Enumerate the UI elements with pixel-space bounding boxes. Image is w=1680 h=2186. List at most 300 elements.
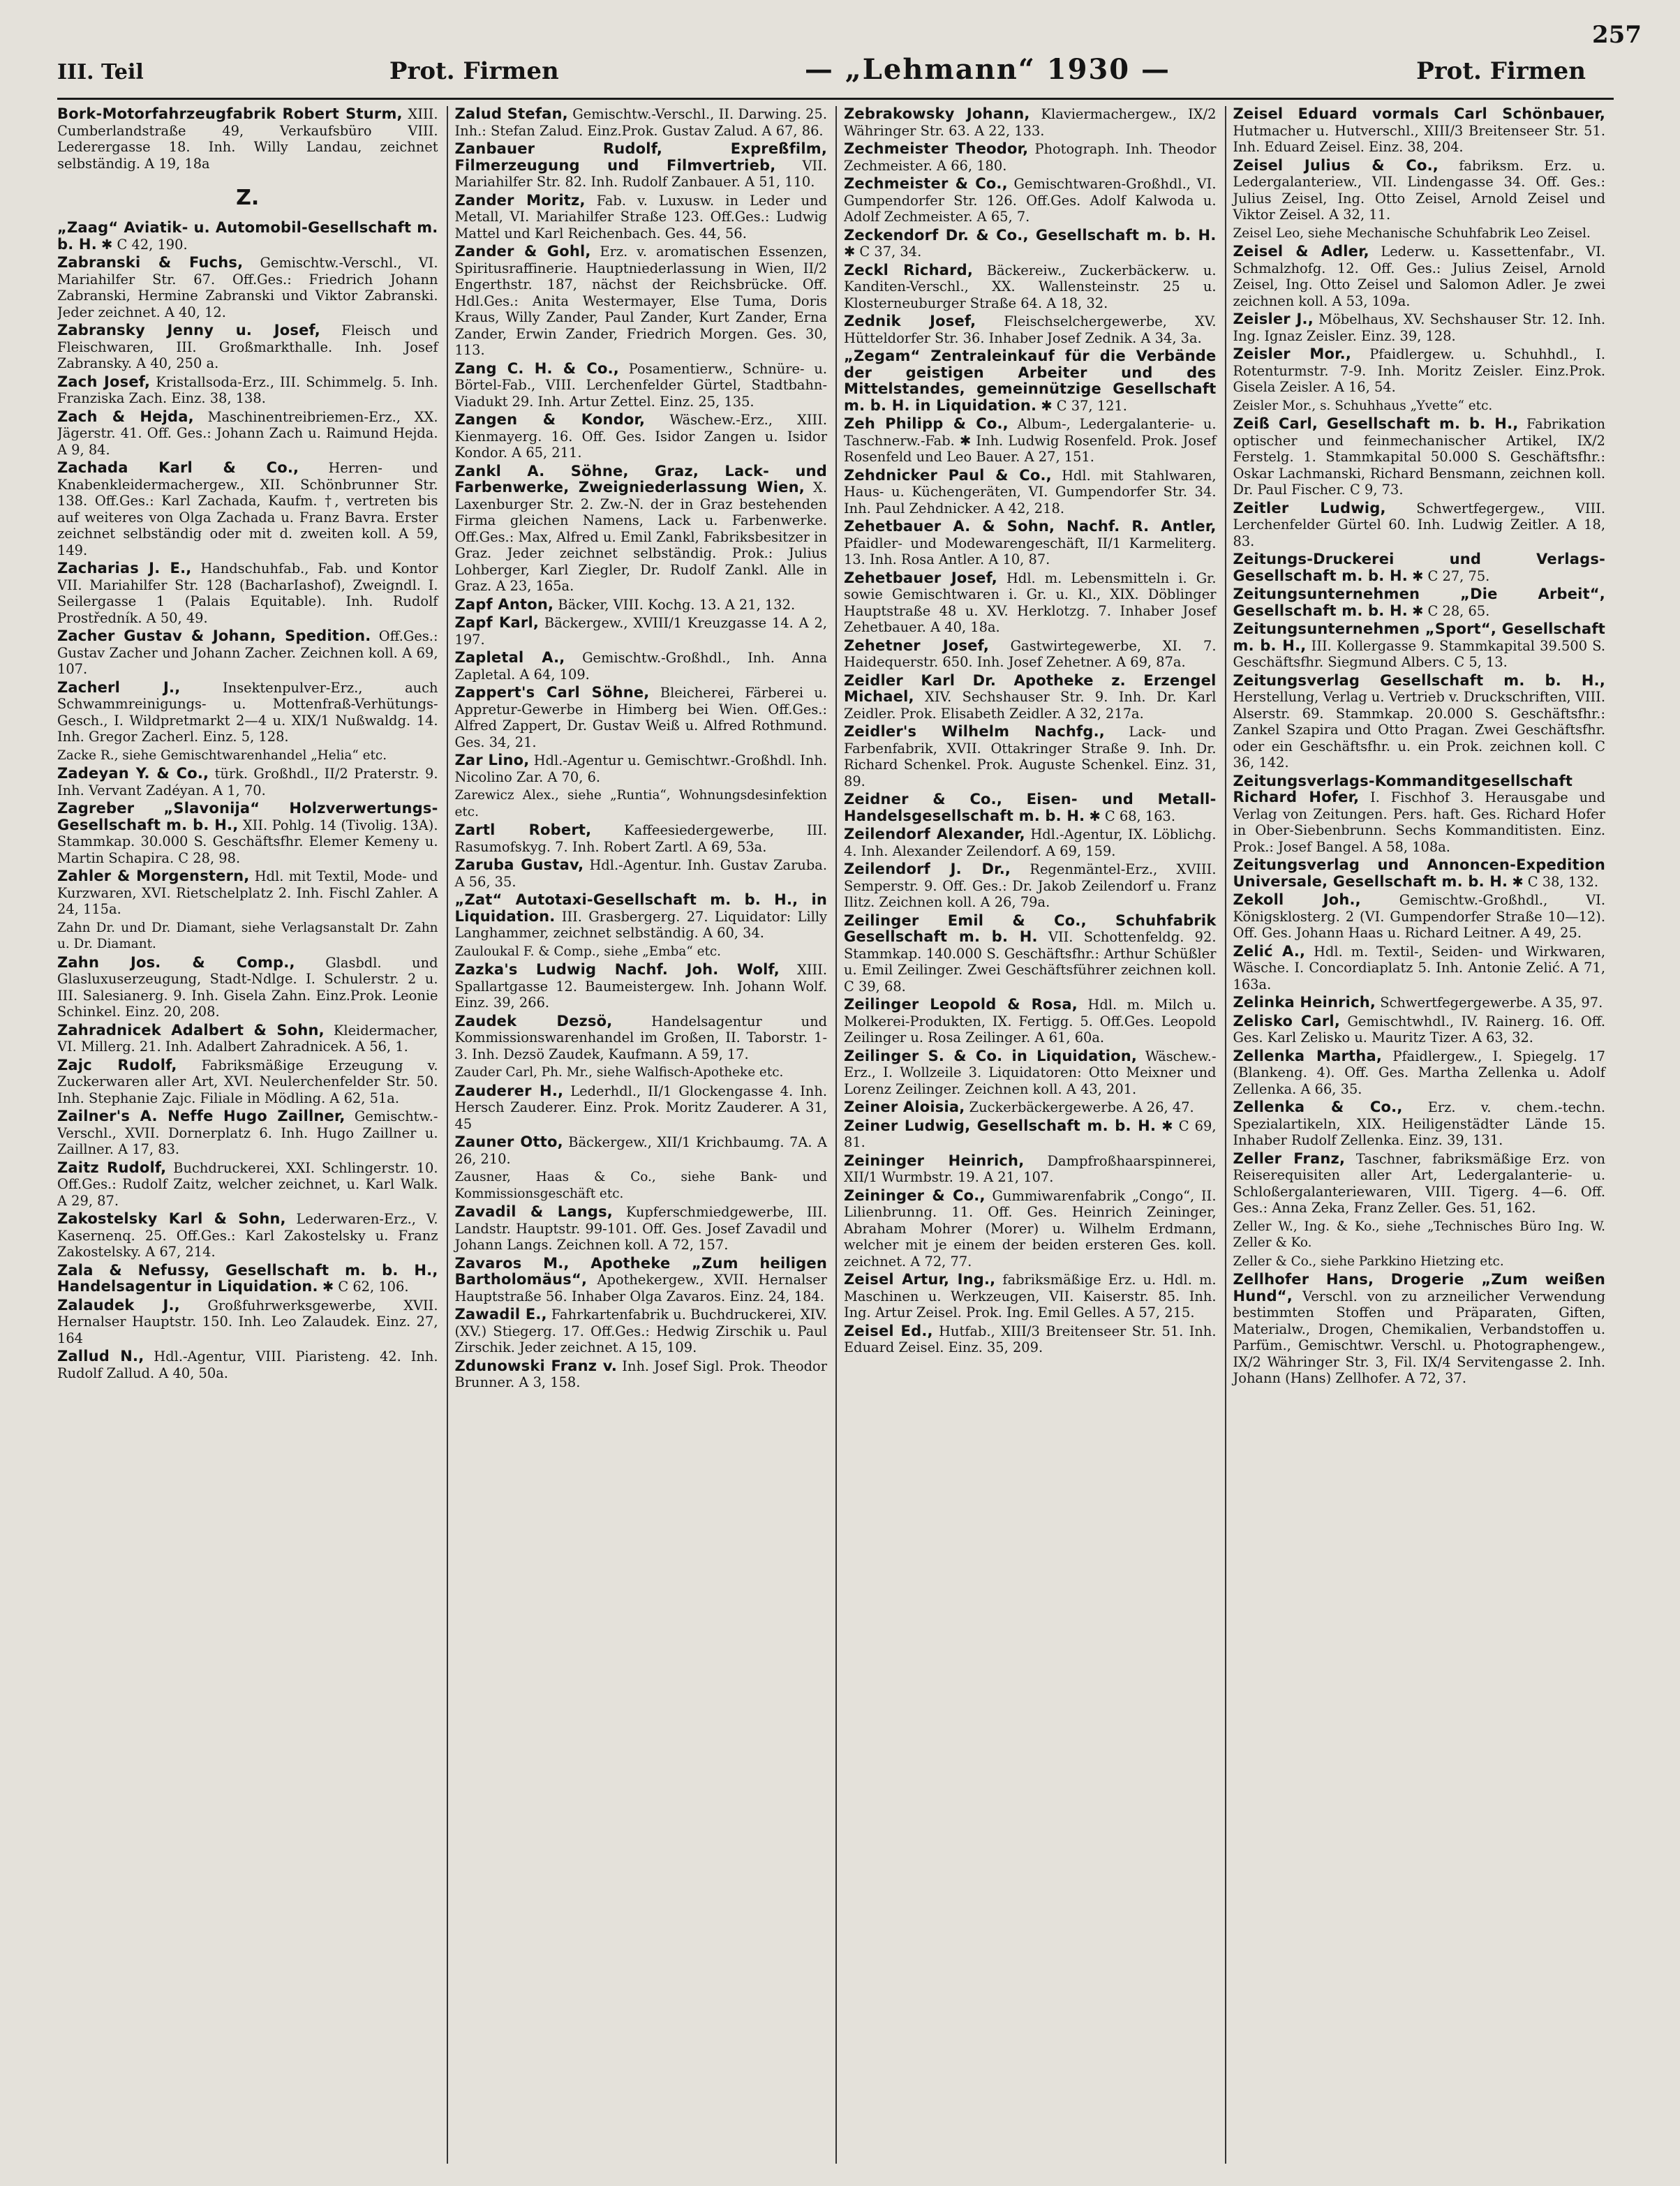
- firm-details: Zarewicz Alex., siehe „Runtia“, Wohnungsdesinfektion etc.: [454, 788, 827, 819]
- firm-entry: [57, 106, 438, 172]
- firm-details: III. Kollergasse 9. Stammkapital 39.500 S. Geschäftsfhr. Siegmund Albers. C 5, 13.: [1233, 637, 1606, 670]
- firm-name: Zeitungsverlag und Annoncen-Expedition Universale, Gesellschaft m. b. H.: [1233, 856, 1605, 890]
- firm-entry: [57, 1211, 438, 1261]
- firm-details: Photograph. Inh. Theodor Zechmeister. A 66, 180.: [844, 141, 1217, 174]
- firm-details: Album-, Ledergalanterie- u. Taschnerw.-Fab. ✱ Inh. Ludwig Rosenfeld. Prok. Josef Rosenfeld und Leo Bauer. A 27, 151.: [844, 416, 1217, 465]
- firm-details: Bäckereiw., Zuckerbäckerw. u. Kanditen-Verschl., XX. Wallensteinstr. 25 u. Klosterneuburger Straße 64. A 18, 32.: [844, 262, 1217, 311]
- firm-details: fabriksm. Erz. u. Ledergalanteriew., VII. Lindengasse 34. Off. Ges.: Julius Zeisel, Ing. Otto Zeisel, Arnold Zeisel und Viktor Zeisel. A 32, 11.: [1233, 157, 1605, 223]
- firm-details: Bäckergew., XII/1 Krichbaumg. 7A. A 26, 210.: [454, 1134, 827, 1167]
- firm-entry: [57, 1108, 438, 1158]
- cross-reference-entry: [455, 944, 828, 960]
- firm-details: Zausner, Haas & Co., siehe Bank- und Kommissionsgeschäft etc.: [454, 1170, 827, 1201]
- firm-name: Zeiß Carl, Gesellschaft m. b. H.,: [1233, 415, 1519, 432]
- firm-entry: [844, 106, 1217, 139]
- firm-name: Zar Lino,: [454, 752, 530, 768]
- firm-details: ✱ C 37, 121.: [1041, 397, 1127, 414]
- firm-details: Gemischtw.-Großhdl., Inh. Anna Zapletal. A 64, 109.: [454, 650, 827, 683]
- firm-entry: [844, 1323, 1217, 1356]
- firm-entry: [455, 1358, 828, 1391]
- firm-entry: [455, 1083, 828, 1133]
- firm-details: Handschuhfab., Fab. und Kontor VII. Mariahilfer Str. 128 (BacharIashof), Zweigndl. I. Seilergasse 1 (Palais Equitable). Inh. Rudolf Prostředník. A 50, 49.: [57, 560, 438, 626]
- firm-name: Zeiner Aloisia,: [844, 1099, 965, 1115]
- firm-entry: [1233, 1151, 1606, 1217]
- right-section-title: Prot. Firmen: [1416, 57, 1586, 85]
- firm-name: Zeilinger S. & Co. in Liquidation,: [844, 1047, 1138, 1064]
- firm-name: Zeilendorf J. Dr.,: [844, 861, 1011, 877]
- firm-details: Herstellung, Verlag u. Vertrieb v. Druckschriften, VIII. Alserstr. 69. Stammkap. 20.000 S. Geschäftsfhr.: Zankel Szapira und Otto Pragan. Zwei Geschäftsfhr. oder ein Geschäftsfhr. u. ein Prok. zeichnen koll. C 36, 142.: [1233, 689, 1605, 771]
- firm-details: Zeller W., Ing. & Ko., siehe „Technisches Büro Ing. W. Zeller & Ko.: [1233, 1219, 1605, 1250]
- firm-details: Erz. v. chem.-techn. Spezialartikeln, XIX. Heiligenstädter Lände 15. Inhaber Rudolf Zellenka. Einz. 39, 131.: [1233, 1099, 1605, 1148]
- cross-reference-entry: [455, 1169, 828, 1202]
- firm-name: Zach Josef,: [57, 373, 151, 390]
- firm-name: Zaitz Rudolf,: [57, 1159, 167, 1176]
- firm-details: XII. Pohlg. 14 (Tivolig. 13A). Stammkap. 30.000 S. Geschäftsfhr. Elemer Kemeny u. Martin Schapira. C 28, 98.: [57, 817, 438, 866]
- cross-reference-entry: [1233, 1219, 1606, 1251]
- firm-name: Zacherl J.,: [57, 678, 181, 696]
- directory-page: [43, 21, 1642, 2164]
- firm-entry: [1233, 1048, 1606, 1098]
- firm-entry: [455, 822, 828, 855]
- firm-entry: [455, 412, 828, 461]
- firm-entry: [844, 1272, 1217, 1321]
- firm-entry: [844, 262, 1217, 312]
- firm-details: ✱ C 68, 163.: [1089, 808, 1176, 824]
- firm-name: Zeidler Karl Dr. Apotheke z. Erzengel Michael,: [844, 671, 1217, 705]
- firm-details: Zauder Carl, Ph. Mr., siehe Walfisch-Apotheke etc.: [454, 1065, 784, 1080]
- firm-name: Zeininger & Co.,: [844, 1187, 986, 1204]
- firm-name: Zeidner & Co., Eisen- und Metall-Handelsgesellschaft m. b. H.: [844, 791, 1217, 824]
- firm-name: Zeisel Ed.,: [844, 1322, 933, 1339]
- firm-entry: [1233, 1099, 1606, 1149]
- firm-entry: [57, 374, 438, 407]
- column-1: [57, 106, 447, 2164]
- firm-name: Zadeyan Y. & Co.,: [57, 765, 209, 782]
- firm-details: Zuckerbäckergewerbe. A 26, 47.: [969, 1099, 1194, 1115]
- firm-details: Gemischtw.-Großhdl., VI. Königsklosterg. 2 (VI. Gumpendorfer Straße 10—12). Off. Ges. Johann Haas u. Richard Leitner. A 49, 25.: [1233, 892, 1605, 941]
- firm-name: Zalaudek J.,: [57, 1296, 180, 1314]
- column-3: [835, 106, 1225, 2164]
- firm-entry: [1233, 1272, 1606, 1387]
- firm-details: Gemischtwaren-Großhdl., VI. Gumpendorfer Str. 126. Off.Ges. Adolf Kalwoda u. Adolf Zechmeister. A 65, 7.: [844, 176, 1217, 225]
- cross-reference-entry: [1233, 225, 1606, 242]
- firm-details: Pfaidlergew. u. Schuhhdl., I. Rotenturmstr. 7-9. Inh. Moritz Zeisler. Einz.Prok. Gisela Zeisler. A 16, 54.: [1233, 346, 1605, 395]
- firm-name: Zeisel Eduard vormals Carl Schönbauer,: [1233, 106, 1605, 122]
- firm-name: Zeilinger Emil & Co., Schuhfabrik Gesellschaft m. b. H.: [844, 912, 1217, 945]
- firm-details: Hutmacher u. Hutverschl., XIII/3 Breitenseer Str. 51. Inh. Eduard Zeisel. Einz. 38, 204.: [1233, 122, 1605, 155]
- firm-name: Zazka's Ludwig Nachf. Joh. Wolf,: [454, 961, 780, 978]
- firm-details: VII. Schottenfeldg. 92. Stammkap. 140.000 S. Geschäftsfhr.: Arthur Schüßler u. Emil Zeilinger. Zwei Geschäftsführer zeichnen koll. C 39, 68.: [844, 929, 1217, 995]
- firm-entry: [455, 892, 828, 942]
- firm-name: Zeitungsverlags-Kommanditgesellschaft Richard Hofer,: [1233, 772, 1573, 805]
- firm-entry: [455, 857, 828, 890]
- firm-name: „Zaag“ Aviatik- u. Automobil-Gesellschaft m. b. H.: [57, 219, 438, 253]
- firm-name: Zagreber „Slavonija“ Holzverwertungs-Gesellschaft m. b. H.,: [57, 800, 438, 833]
- firm-name: „Zegam“ Zentraleinkauf für die Verbände der geistigen Arbeiter und des Mittelstandes, gemeinnützige Gesellschaft m. b. H. in Liquidation.: [844, 348, 1217, 414]
- firm-details: Gummiwarenfabrik „Congo“, II. Lilienbrunng. 11. Off. Ges. Heinrich Zeininger, Abraham Mohrer (Morer) u. Wilhelm Erdmann, welcher mit je einem der beiden ersteren Ges. koll. zeichnet. A 72, 77.: [844, 1187, 1217, 1270]
- firm-entry: [455, 962, 828, 1011]
- firm-details: VII. Mariahilfer Str. 82. Inh. Rudolf Zanbauer. A 51, 110.: [454, 157, 827, 190]
- firm-name: Zehdnicker Paul & Co.,: [844, 466, 1052, 484]
- firm-details: Gemischtw.-Verschl., VI. Mariahilfer Str. 67. Off.Ges.: Friedrich Johann Zabranski, Hermine Zabranski und Viktor Zabranski. Jeder zeichnet. A 40, 12.: [57, 255, 438, 320]
- firm-name: Zankl A. Söhne, Graz, Lack- und Farbenwerke, Zweigniederlassung Wien,: [454, 462, 827, 496]
- firm-details: Regenmäntel-Erz., XVIII. Semperstr. 9. Off. Ges.: Dr. Jakob Zeilendorf u. Franz Ilitz. Zeichnen koll. A 26, 79a.: [844, 861, 1217, 910]
- firm-details: Buchdruckerei, XXI. Schlingerstr. 10. Off.Ges.: Rudolf Zaitz, welcher zeichnet, u. Karl Walk. A 29, 87.: [57, 1159, 438, 1209]
- firm-name: Zabransky Jenny u. Josef,: [57, 322, 320, 339]
- firm-details: Kristallsoda-Erz., III. Schimmelg. 5. Inh. Franziska Zach. Einz. 38, 138.: [57, 373, 438, 406]
- firm-entry: [844, 1153, 1217, 1186]
- firm-name: Zeisel & Adler,: [1233, 243, 1369, 260]
- firm-entry: [844, 791, 1217, 824]
- firm-name: Zahradnicek Adalbert & Sohn,: [57, 1021, 325, 1039]
- firm-entry: [57, 955, 438, 1020]
- firm-details: Lederhdl., II/1 Glockengasse 4. Inh. Hersch Zauderer. Einz. Prok. Moritz Zauderer. A 31, 45: [454, 1083, 828, 1132]
- firm-entry: [455, 244, 828, 359]
- firm-entry: [455, 1204, 828, 1254]
- column-2: [447, 106, 836, 2164]
- firm-details: Fabriksmäßige Erzeugung v. Zuckerwaren aller Art, XVI. Neulerchenfelder Str. 50. Inh. Stephanie Zajc. Filiale in Mödling. A 62, 51a.: [57, 1057, 438, 1106]
- firm-name: Zeininger Heinrich,: [844, 1152, 1025, 1169]
- cross-reference-entry: [57, 920, 438, 953]
- running-head: [57, 53, 1586, 95]
- firm-name: Zeckl Richard,: [844, 261, 974, 278]
- firm-name: Zartl Robert,: [454, 821, 592, 838]
- cross-reference-entry: [1233, 398, 1606, 415]
- firm-entry: [1233, 995, 1606, 1011]
- firm-details: X. Laxenburger Str. 2. Zw.-N. der in Graz bestehenden Firma gleichen Namens, Lack u. Farbenwerke. Off.Ges.: Max, Alfred u. Emil Zankl, Fabriksbesitzer in Graz. Jeder zeichnet selbständig. Prok.: Julius Lohberger, Karl Ziegler, Dr. Rudolf Zankl. Alle in Graz. A 23, 165a.: [454, 479, 828, 594]
- firm-entry: [844, 1188, 1217, 1270]
- firm-name: Zeitungs-Druckerei und Verlags-Gesellschaft m. b. H.: [1233, 551, 1605, 584]
- firm-details: Taschner, fabriksmäßige Erz. von Reiserequisiten aller Art, Ledergalanterie- u. Schloßergalanteriewaren, VIII. Tigerg. 4—6. Off. Ges.: Anna Zeka, Franz Zeller. Ges. 51, 162.: [1233, 1150, 1605, 1216]
- firm-details: Apothekergew., XVII. Hernalser Hauptstraße 56. Inhaber Olga Zavaros. Einz. 24, 184.: [454, 1272, 827, 1304]
- firm-details: Herren- und Knabenkleidermachergew., XII. Schönbrunner Str. 138. Off.Ges.: Karl Zachada, Kaufm. †, vertreten bis auf weiteres von Olga Zachada u. Franz Bavra. Erster zeichnet selbständig oder mit d. zweiten koll. A 59, 149.: [57, 460, 438, 558]
- firm-entry: [57, 766, 438, 798]
- firm-details: Glasbdl. und Glasluxuserzeugung, Stadt-Ndlge. I. Schulerstr. 2 u. III. Salesianerg. 9. Inh. Gisela Zahn. Einz.Prok. Leonie Schinkel. Einz. 20, 208.: [57, 954, 438, 1020]
- firm-entry: [455, 1256, 828, 1305]
- firm-name: Zeh Philipp & Co.,: [844, 415, 1009, 432]
- firm-details: ✱ C 37, 34.: [844, 244, 922, 260]
- firm-entry: [1233, 857, 1606, 890]
- firm-name: Zabranski & Fuchs,: [57, 254, 244, 271]
- firm-entry: [57, 628, 438, 678]
- firm-entry: [455, 1013, 828, 1063]
- firm-entry: [57, 1263, 438, 1295]
- firm-name: Zednik Josef,: [844, 313, 976, 329]
- firm-name: Zeller Franz,: [1233, 1150, 1346, 1167]
- firm-entry: [844, 638, 1217, 671]
- firm-name: Zacher Gustav & Johann, Spedition.: [57, 627, 371, 644]
- firm-details: Kaffeesiedergewerbe, III. Rasumofskyg. 7. Inh. Robert Zartl. A 69, 53a.: [454, 822, 827, 855]
- firm-name: Zeitungsunternehmen „Sport“, Gesellschaft m. b. H.,: [1233, 620, 1605, 654]
- firm-entry: [844, 1118, 1217, 1151]
- firm-entry: [455, 193, 828, 242]
- firm-entry: [57, 1298, 438, 1347]
- firm-name: Zallud N.,: [57, 1348, 144, 1365]
- firm-entry: [455, 1134, 828, 1167]
- firm-details: Gastwirtegewerbe, XI. 7. Haidequerstr. 650. Inh. Josef Zehetner. A 69, 87a.: [844, 637, 1217, 670]
- firm-name: Zavaros M., Apotheke „Zum heiligen Bartholomäus“,: [454, 1254, 827, 1288]
- firm-name: Zalud Stefan,: [454, 106, 568, 122]
- firm-name: Zeitler Ludwig,: [1233, 499, 1386, 516]
- firm-name: Zeisel Artur, Ing.,: [844, 1271, 996, 1288]
- firm-details: ✱ C 28, 65.: [1412, 602, 1490, 619]
- firm-name: Zappert's Carl Söhne,: [454, 684, 650, 701]
- firm-details: Hdl. m. Lebensmitteln i. Gr. sowie Gemischtwaren i. Gr. u. Kl., XIX. Döblinger Hauptstraße 48 u. XV. Herklotzg. 7. Inhaber Josef Zehetbauer. A 40, 18a.: [844, 570, 1217, 635]
- firm-name: Zeisler Mor.,: [1233, 345, 1352, 362]
- firm-entry: [57, 868, 438, 918]
- firm-details: Wäschew.-Erz., XIII. Kienmayerg. 16. Off. Ges. Isidor Zangen u. Isidor Kondor. A 65, 211.: [454, 412, 828, 461]
- firm-entry: [844, 416, 1217, 466]
- firm-details: Dampfroßhaarspinnerei, XII/1 Wurmbstr. 19. A 21, 107.: [844, 1152, 1217, 1185]
- firm-name: Zeisel Julius & Co.,: [1233, 156, 1439, 174]
- firm-entry: [57, 801, 438, 866]
- firm-details: Hdl.-Agentur, IX. Löblichg. 4. Inh. Alexander Zeilendorf. A 69, 159.: [844, 826, 1217, 859]
- firm-details: Lederw. u. Kassettenfabr., VI. Schmalzhofg. 12. Off. Ges.: Julius Zeisel, Arnold Zeisel, Ing. Otto Zeisel und Salomon Adler. Je zwei zeichnen koll. A 53, 109a.: [1233, 244, 1605, 309]
- firm-name: Zdunowski Franz v.: [454, 1357, 618, 1374]
- firm-details: Schwertfegergew., VIII. Lerchenfelder Gürtel 60. Inh. Ludwig Zeitler. A 18, 83.: [1233, 500, 1605, 549]
- firm-details: Schwertfegergewerbe. A 35, 97.: [1380, 995, 1603, 1011]
- firm-details: Zeisler Mor., s. Schuhhaus „Yvette“ etc.: [1233, 398, 1493, 413]
- firm-details: III. Grasbergerg. 27. Liquidator: Lilly Langhammer, zeichnet selbständig. A 60, 34.: [454, 908, 827, 941]
- firm-name: Zauner Otto,: [454, 1133, 563, 1150]
- firm-entry: [844, 861, 1217, 911]
- firm-entry: [1233, 892, 1606, 942]
- firm-details: XIII. Spallartgasse 12. Baumeistergew. Inh. Johann Wolf. Einz. 39, 266.: [454, 962, 827, 1011]
- firm-entry: [455, 361, 828, 410]
- firm-name: Zeckendorf Dr. & Co., Gesellschaft m. b. H.: [844, 226, 1217, 244]
- firm-entry: [844, 348, 1217, 414]
- firm-details: Maschinentreibriemen-Erz., XX. Jägerstr. 41. Off. Ges.: Johann Zach u. Raimund Hejda. A 9, 84.: [57, 408, 438, 458]
- firm-name: „Zat“ Autotaxi-Gesellschaft m. b. H., in Liquidation.: [454, 891, 827, 925]
- firm-details: Lederwaren-Erz., V. Kasernenq. 25. Off.Ges.: Karl Zakostelsky u. Franz Zakostelsky. A 67, 214.: [57, 1211, 438, 1260]
- firm-entry: [455, 597, 828, 614]
- firm-entry: [844, 724, 1217, 789]
- firm-name: Zakostelsky Karl & Sohn,: [57, 1210, 286, 1227]
- firm-name: Zauderer H.,: [454, 1082, 564, 1099]
- firm-details: Inh. Josef Sigl. Prok. Theodor Brunner. A 3, 158.: [454, 1358, 828, 1390]
- firm-entry: [844, 1099, 1217, 1116]
- header-rule: [57, 98, 1614, 100]
- firm-entry: [57, 1023, 438, 1055]
- firm-details: Kleidermacher, VI. Millerg. 21. Inh. Adalbert Zahradnicek. A 56, 1.: [57, 1022, 438, 1055]
- firm-entry: [1233, 1013, 1606, 1046]
- firm-name: Zanbauer Rudolf, Expreßfilm, Filmerzeugung und Filmvertrieb,: [454, 140, 827, 174]
- firm-name: Zajc Rudolf,: [57, 1056, 177, 1073]
- firm-name: Bork-Motorfahrzeugfabrik Robert Sturm,: [57, 106, 403, 122]
- firm-entry: [455, 650, 828, 683]
- firm-name: Zander Moritz,: [454, 191, 586, 209]
- firm-details: Hdl. m. Milch u. Molkerei-Produkten, IX. Fertigg. 5. Off.Ges. Leopold Zeilinger u. Rosa Zeilinger. A 61, 60a.: [844, 997, 1217, 1046]
- firm-name: Zapf Karl,: [454, 614, 540, 631]
- firm-entry: [455, 141, 828, 191]
- firm-name: Zavadil & Langs,: [454, 1203, 613, 1220]
- firm-entry: [844, 826, 1217, 859]
- firm-entry: [1233, 500, 1606, 550]
- firm-details: ✱ C 38, 132.: [1512, 873, 1598, 890]
- firm-entry: [1233, 586, 1606, 619]
- firm-details: Fleisch und Fleischwaren, III. Großmarkthalle. Inh. Josef Zabransky. A 40, 250 a.: [57, 322, 438, 371]
- firm-entry: [57, 409, 438, 459]
- firm-entry: [844, 913, 1217, 995]
- firm-details: Posamentierw., Schnüre- u. Börtel-Fab., VIII. Lerchenfelder Gürtel, Stadtbahn-Viadukt 29. Inh. Artur Zettel. Einz. 25, 135.: [454, 360, 827, 410]
- firm-details: Zahn Dr. und Dr. Diamant, siehe Verlagsanstalt Dr. Zahn u. Dr. Diamant.: [57, 920, 438, 951]
- firm-details: Zacke R., siehe Gemischtwarenhandel „Helia“ etc.: [57, 748, 387, 763]
- firm-details: Bäckergew., XVIII/1 Kreuzgasse 14. A 2, 197.: [454, 615, 828, 648]
- cross-reference-entry: [455, 787, 828, 820]
- firm-entry: [1233, 416, 1606, 498]
- firm-details: Fahrkartenfabrik u. Buchdruckerei, XIV. (XV.) Stiegerg. 17. Off.Ges.: Hedwig Zirschik u. Paul Zirschik. Jeder zeichnet. A 15, 109.: [454, 1307, 827, 1355]
- firm-entry: [844, 468, 1217, 517]
- firm-details: Fabrikation optischer und feinmechanischer Artikel, IX/2 Ferstelg. 1. Stammkapital 50.000 S. Geschäftsfhr.: Oskar Lachmanski, Richard Bensmann, zeichnen koll. Dr. Paul Fischer. C 9, 73.: [1233, 416, 1605, 498]
- firm-entry: [1233, 244, 1606, 309]
- firm-details: Insektenpulver-Erz., auch Schwammreinigungs- u. Mottenfraß-Verhütungs-Gesch., I. Wildpretmarkt 2—4 u. XIX/1 Nußwaldg. 14. Inh. Gregor Zacherl. Einz. 5, 128.: [57, 679, 438, 745]
- firm-name: Zelinka Heinrich,: [1233, 994, 1376, 1011]
- firm-entry: [57, 680, 438, 745]
- firm-entry: [844, 673, 1217, 722]
- firm-name: Zellhofer Hans, Drogerie „Zum weißen Hund“,: [1233, 1271, 1605, 1304]
- firm-entry: [455, 463, 828, 595]
- firm-entry: [844, 1048, 1217, 1098]
- firm-details: Hdl. m. Textil-, Seiden- und Wirkwaren, Wäsche. I. Concordiaplatz 5. Inh. Antonie Zelić. A 71, 163a.: [1233, 943, 1605, 992]
- firm-entry: [1233, 944, 1606, 993]
- firm-name: Zeilinger Leopold & Rosa,: [844, 996, 1078, 1013]
- firm-details: Wäschew.-Erz., I. Wollzeile 3. Liquidatoren: Otto Meixner und Lorenz Zeilinger. Zeichnen koll. A 43, 201.: [844, 1048, 1217, 1097]
- firm-details: Bleicherei, Färberei u. Appretur-Gewerbe in Himberg bei Wien. Off.Ges.: Alfred Zappert, Dr. Gustav Weiß u. Alfred Rothmund. Ges. 34, 21.: [454, 685, 827, 750]
- firm-entry: [1233, 311, 1606, 344]
- firm-details: Pfaidler- und Modewarengeschäft, II/1 Karmeliterg. 13. Inh. Rosa Antler. A 10, 87.: [844, 535, 1217, 567]
- firm-entry: [1233, 158, 1606, 223]
- firm-details: XIV. Sechshauser Str. 9. Inh. Dr. Karl Zeidler. Prok. Elisabeth Zeidler. A 32, 217a.: [844, 689, 1217, 722]
- firm-entry: [455, 685, 828, 750]
- firm-details: Erz. v. aromatischen Essenzen, Spiritusraffinerie. Hauptniederlassung in Wien, II/2 Engerthstr. 187, nächst der Reichsbrücke. Off. Hdl.Ges.: Anita Westermayer, Else Tuma, Doris Kraus, Willy Zander, Paul Zander, Kurt Zander, Erna Zander, Erwin Zander, Friedrich Morgen. Ges. 30, 113.: [454, 244, 827, 358]
- column-4: [1225, 106, 1614, 2164]
- firm-details: ✱ C 42, 190.: [101, 236, 188, 253]
- part-label: III. Teil: [57, 60, 144, 84]
- firm-entry: [57, 1160, 438, 1210]
- firm-details: Großfuhrwerksgewerbe, XVII. Hernalser Hauptstr. 150. Inh. Leo Zalaudek. Einz. 27, 164: [57, 1297, 438, 1346]
- firm-entry: [844, 228, 1217, 260]
- firm-name: Zach & Hejda,: [57, 408, 194, 425]
- firm-details: Gemischtw.-Verschl., II. Darwing. 25. Inh.: Stefan Zalud. Einz.Prok. Gustav Zalud. A 67, 86.: [454, 106, 827, 139]
- firm-name: Zelisko Carl,: [1233, 1012, 1341, 1029]
- firm-details: Fleischselchergewerbe, XV. Hütteldorfer Str. 36. Inhaber Josef Zednik. A 34, 3a.: [844, 313, 1217, 346]
- firm-entry: [57, 322, 438, 372]
- firm-entry: [844, 997, 1217, 1046]
- firm-name: Zander & Gohl,: [454, 243, 591, 260]
- firm-entry: [455, 615, 828, 648]
- firm-name: Zekoll Joh.,: [1233, 891, 1361, 908]
- firm-entry: [455, 1307, 828, 1356]
- firm-details: Zeisel Leo, siehe Mechanische Schuhfabrik Leo Zeisel.: [1233, 225, 1591, 241]
- firm-details: türk. Großhdl., II/2 Praterstr. 9. Inh. Vervant Zadéyan. A 1, 70.: [57, 766, 438, 798]
- firm-details: Kupferschmiedgewerbe, III. Landstr. Hauptstr. 99-101. Off. Ges. Josef Zavadil und Johann Langs. Zeichnen koll. A 72, 157.: [454, 1204, 827, 1253]
- firm-name: Zapletal A.,: [454, 649, 565, 666]
- firm-name: Zeitungsunternehmen „Die Arbeit“, Gesellschaft m. b. H.: [1233, 586, 1605, 619]
- firm-name: Zeidler's Wilhelm Nachfg.,: [844, 723, 1105, 740]
- firm-entry: [57, 560, 438, 626]
- firm-details: Hdl. mit Stahlwaren, Haus- u. Küchengeräten, VI. Gumpendorfer Str. 34. Inh. Paul Zehdnicker. A 42, 218.: [844, 467, 1217, 516]
- firm-name: Zacharias J. E.,: [57, 560, 192, 577]
- firm-details: Zeller & Co., siehe Parkkino Hietzing etc.: [1233, 1254, 1504, 1269]
- firm-entry: [1233, 621, 1606, 671]
- firm-details: Gemischtwhdl., IV. Rainerg. 16. Off. Ges. Karl Zelisko u. Mauritz Tizer. A 63, 32.: [1233, 1013, 1605, 1046]
- firm-name: Zebrakowsky Johann,: [844, 106, 1030, 122]
- firm-details: fabriksmäßige Erz. u. Hdl. m. Maschinen u. Werkzeugen, VII. Kaiserstr. 85. Inh. Ing. Artur Zeisel. Prok. Ing. Emil Gelles. A 57, 215.: [844, 1272, 1217, 1321]
- firm-name: Zeiner Ludwig, Gesellschaft m. b. H.: [844, 1117, 1157, 1134]
- firm-details: Hdl. mit Textil, Mode- und Kurzwaren, XVI. Rietschelplatz 2. Inh. Fischl Zahler. A 24, 115a.: [57, 868, 438, 917]
- firm-name: Zehetner Josef,: [844, 637, 989, 654]
- firm-entry: [1233, 773, 1606, 856]
- firm-details: Hdl.-Agentur. Inh. Gustav Zaruba. A 56, 35.: [454, 857, 827, 890]
- firm-details: XIII. Cumberlandstraße 49, Verkaufsbüro VIII. Lederergasse 18. Inh. Willy Landau, zeichnet selbständig. A 19, 18a: [57, 106, 438, 172]
- firm-name: Zaudek Dezsö,: [454, 1012, 613, 1029]
- firm-entry: [844, 141, 1217, 174]
- firm-name: Zahn Jos. & Comp.,: [57, 953, 295, 971]
- left-section-title: Prot. Firmen: [389, 57, 559, 85]
- firm-name: Zehetbauer A. & Sohn, Nachf. R. Antler,: [844, 518, 1217, 535]
- firm-name: Zang C. H. & Co.,: [454, 359, 619, 377]
- firm-name: Zailner's A. Neffe Hugo Zaillner,: [57, 1108, 345, 1124]
- firm-name: Zechmeister & Co.,: [844, 175, 1008, 192]
- firm-details: Gemischtw.-Verschl., XVII. Dornerplatz 6. Inh. Hugo Zaillner u. Zaillner. A 17, 83.: [57, 1108, 438, 1157]
- firm-entry: [57, 1057, 438, 1107]
- firm-details: Hdl.-Agentur u. Gemischtwr.-Großhdl. Inh. Nicolino Zar. A 70, 6.: [454, 752, 827, 785]
- firm-name: Zelić A.,: [1233, 942, 1306, 960]
- firm-name: Zawadil E.,: [454, 1306, 547, 1323]
- firm-name: Zeisler J.,: [1233, 311, 1314, 327]
- firm-name: Zeitungsverlag Gesellschaft m. b. H.,: [1233, 671, 1605, 689]
- firm-entry: [57, 255, 438, 320]
- firm-details: Bäcker, VIII. Kochg. 13. A 21, 132.: [558, 596, 796, 613]
- firm-entry: [844, 570, 1217, 636]
- firm-name: Zangen & Kondor,: [454, 411, 646, 428]
- firm-details: Lack- und Farbenfabrik, XVII. Ottakringer Straße 9. Inh. Dr. Richard Schenkel. Prok. Auguste Schenkel. Einz. 31, 89.: [844, 724, 1217, 789]
- firm-details: Zauloukal F. & Comp., siehe „Emba“ etc.: [454, 944, 721, 959]
- firm-entry: [1233, 106, 1606, 156]
- cross-reference-entry: [455, 1064, 828, 1081]
- firm-details: Handelsagentur und Kommissionswarenhandel im Großen, II. Taborstr. 1-3. Inh. Dezsö Zaudek, Kaufmann. A 59, 17.: [454, 1013, 827, 1062]
- firm-details: Möbelhaus, XV. Sechshauser Str. 12. Inh. Ing. Ignaz Zeisler. Einz. 39, 128.: [1233, 311, 1605, 344]
- firm-entry: [844, 519, 1217, 568]
- firm-details: Verschl. von zu arzneilicher Verwendung bestimmten Stoffen und Präparaten, Giften, Materialw., Drogen, Chemikalien, Verbandstoffen u. Parfüm., Gemischtwr. Verschl. u. Photographengew., IX/2 Währinger Str. 3, Fil. IX/4 Servitengasse 2. Inh. Johann (Hans) Zellhofer. A 72, 37.: [1233, 1288, 1605, 1386]
- letter-heading: Z.: [236, 186, 260, 210]
- firm-details: Hdl.-Agentur, VIII. Piaristeng. 42. Inh. Rudolf Zallud. A 40, 50a.: [57, 1348, 438, 1381]
- firm-details: ✱ C 69, 81.: [844, 1117, 1217, 1150]
- firm-details: ✱ C 27, 75.: [1412, 567, 1490, 584]
- firm-details: Fab. v. Luxusw. in Leder und Metall, VI. Mariahilfer Straße 123. Off.Ges.: Ludwig Mattel und Karl Reichenbach. Ges. 44, 56.: [454, 192, 827, 241]
- firm-details: Hutfab., XIII/3 Breitenseer Str. 51. Inh. Eduard Zeisel. Einz. 35, 209.: [844, 1323, 1217, 1355]
- firm-entry: [844, 313, 1217, 346]
- firm-name: Zellenka Martha,: [1233, 1047, 1383, 1064]
- firm-name: Zellenka & Co.,: [1233, 1099, 1403, 1115]
- firm-entry: [844, 176, 1217, 225]
- firm-details: ✱ C 62, 106.: [322, 1279, 409, 1295]
- firm-entry: [455, 106, 828, 139]
- firm-name: Zala & Nefussy, Gesellschaft m. b. H., Handelsagentur in Liquidation.: [57, 1261, 438, 1295]
- firm-entry: [57, 1348, 438, 1381]
- firm-entry: [57, 460, 438, 558]
- firm-details: Pfaidlergew., I. Spiegelg. 17 (Blankeng. 4). Off. Ges. Martha Zellenka u. Adolf Zellenka. A 66, 35.: [1233, 1048, 1605, 1097]
- firm-entry: [57, 220, 438, 253]
- firm-name: Zapf Anton,: [454, 595, 554, 613]
- cross-reference-entry: [57, 748, 438, 764]
- firm-details: Klaviermachergew., IX/2 Währinger Str. 63. A 22, 133.: [844, 106, 1217, 139]
- firm-name: Zechmeister Theodor,: [844, 140, 1029, 157]
- firm-details: I. Fischhof 3. Herausgabe und Verlag von Zeitungen. Pers. haft. Ges. Richard Hofer in Ober-Siebenbrunn. Sechs Kommanditisten. Einz. Prok.: Josef Bangel. A 58, 108a.: [1233, 789, 1605, 855]
- firm-entry: [455, 752, 828, 785]
- publication-title: — „Lehmann“ 1930 —: [804, 53, 1171, 86]
- firm-name: Zaruba Gustav,: [454, 856, 584, 873]
- firm-details: Off.Ges.: Gustav Zacher und Johann Zacher. Zeichnen koll. A 69, 107.: [57, 628, 438, 677]
